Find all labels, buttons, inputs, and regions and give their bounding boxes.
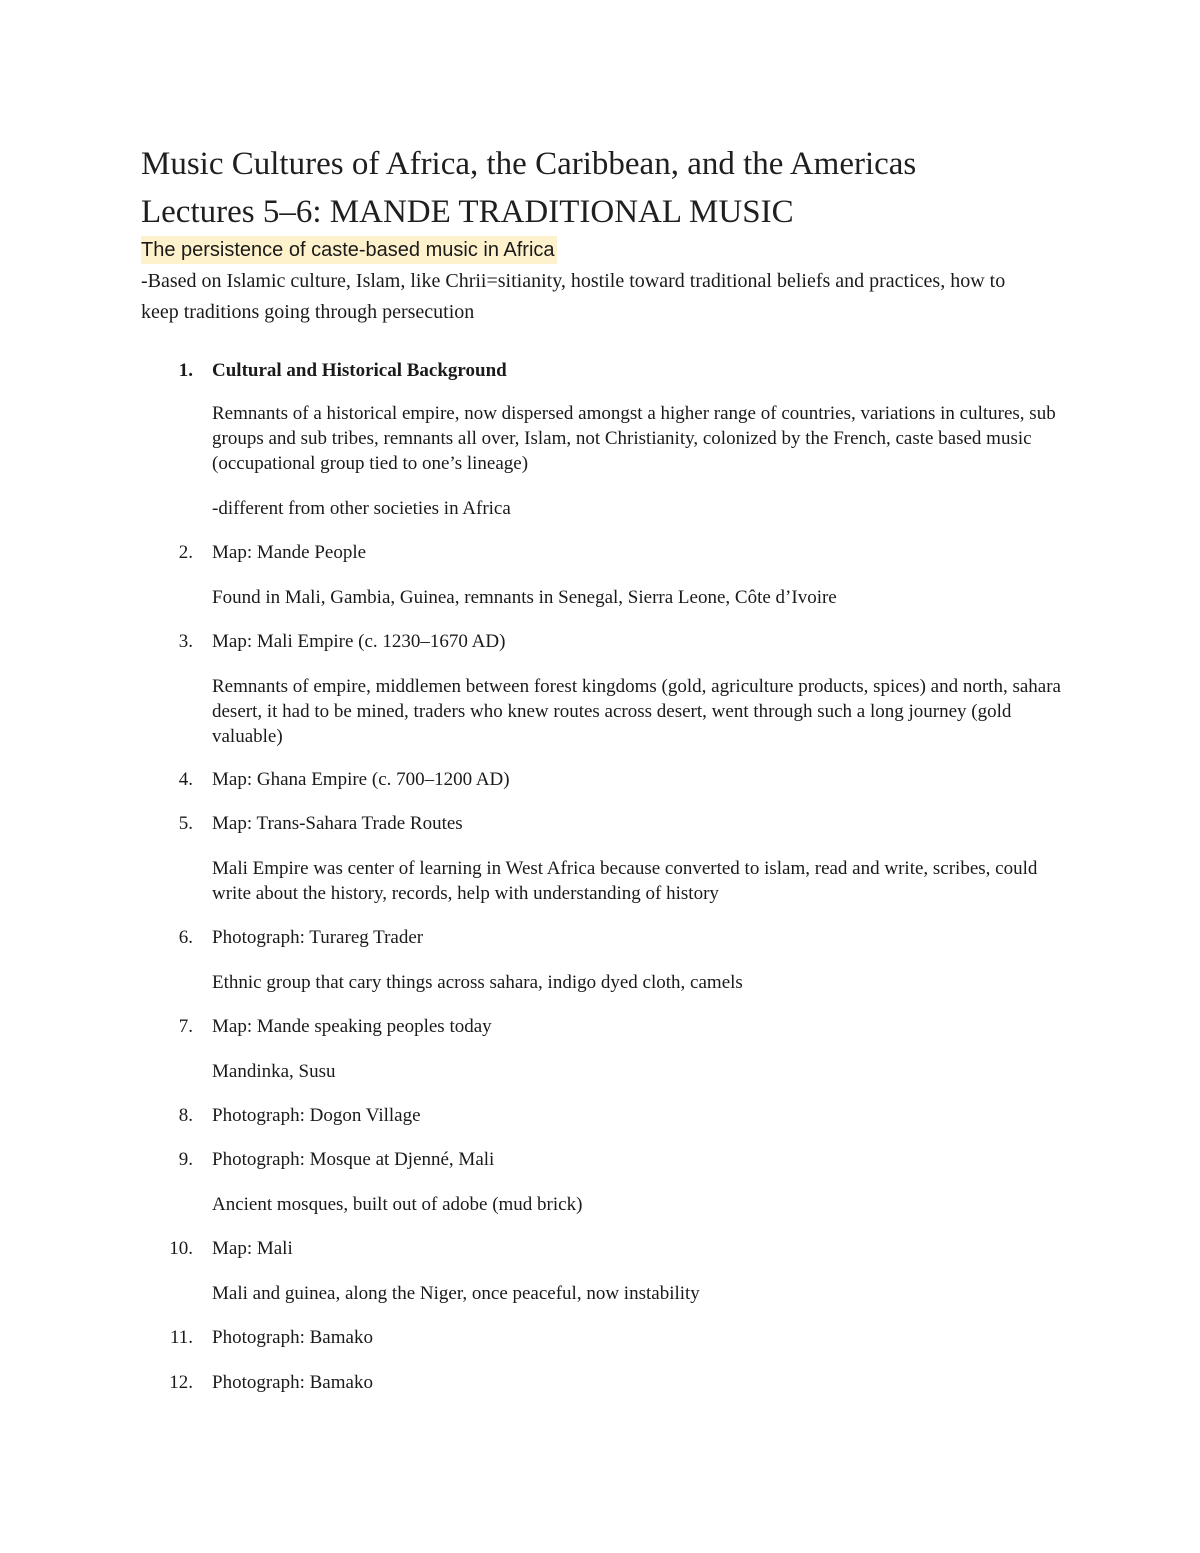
list-number: 2. — [178, 542, 193, 563]
list-paragraph: -different from other societies in Africa — [212, 498, 511, 519]
list-paragraph: Found in Mali, Gambia, Guinea, remnants in Senegal, Sierra Leone, Côte d’Ivoire — [212, 587, 837, 608]
list-heading: Photograph: Bamako — [212, 1327, 373, 1348]
highlighted-subtitle: The persistence of caste-based music in Africa — [141, 236, 557, 264]
list-heading: Cultural and Historical Background — [212, 360, 507, 381]
list-number: 1. — [178, 360, 193, 381]
list-number: 10. — [169, 1238, 193, 1259]
list-paragraph: Mali Empire was center of learning in West Africa because converted to islam, read and write, scribes, could write about the history, records, help with understanding of history — [212, 858, 1038, 904]
list-number: 4. — [178, 769, 193, 790]
list-heading: Photograph: Dogon Village — [212, 1105, 421, 1126]
list-heading: Map: Mande People — [212, 542, 367, 563]
list-heading: Map: Trans-Sahara Trade Routes — [212, 813, 463, 834]
title-line-2: Lectures 5–6: MANDE TRADITIONAL MUSIC — [141, 194, 794, 230]
document-title — [141, 140, 916, 236]
list-paragraph: Mali and guinea, along the Niger, once peaceful, now instability — [212, 1283, 700, 1304]
list-number: 12. — [169, 1372, 193, 1393]
list-number: 9. — [178, 1149, 193, 1170]
list-heading: Map: Ghana Empire (c. 700–1200 AD) — [212, 769, 510, 790]
list-heading: Photograph: Mosque at Djenné, Mali — [212, 1149, 495, 1170]
list-paragraph: Remnants of a historical empire, now dispersed amongst a higher range of countries, variations in cultures, sub groups and sub tribes, remnants all over, Islam, not Christianity, colonized by the French, caste based music (occupational group tied to one’s lineage) — [212, 403, 1056, 474]
list-heading: Photograph: Turareg Trader — [212, 927, 424, 948]
list-number: 7. — [178, 1016, 193, 1037]
list-heading: Map: Mande speaking peoples today — [212, 1016, 492, 1037]
list-paragraph: Mandinka, Susu — [212, 1061, 336, 1082]
list-paragraph: Remnants of empire, middlemen between forest kingdoms (gold, agriculture products, spices) and north, sahara desert, it had to be mined, traders who knew routes across desert, went through such a long journey (gold valuable) — [212, 676, 1061, 747]
list-heading: Photograph: Bamako — [212, 1372, 373, 1393]
list-paragraph: Ancient mosques, built out of adobe (mud brick) — [212, 1194, 583, 1215]
intro-paragraph: -Based on Islamic culture, Islam, like Chrii=sitianity, hostile toward traditional beliefs and practices, how to keep traditions going through persecution — [141, 270, 1006, 323]
list-number: 6. — [178, 927, 193, 948]
list-heading: Map: Mali Empire (c. 1230–1670 AD) — [212, 631, 506, 652]
title-line-1: Music Cultures of Africa, the Caribbean, and the Americas — [141, 146, 917, 182]
list-number: 11. — [169, 1327, 193, 1348]
list-heading: Map: Mali — [212, 1238, 293, 1259]
list-number: 3. — [178, 631, 193, 652]
list-paragraph: Ethnic group that cary things across sahara, indigo dyed cloth, camels — [212, 972, 743, 993]
list-number: 8. — [178, 1105, 193, 1126]
list-number: 5. — [178, 813, 193, 834]
